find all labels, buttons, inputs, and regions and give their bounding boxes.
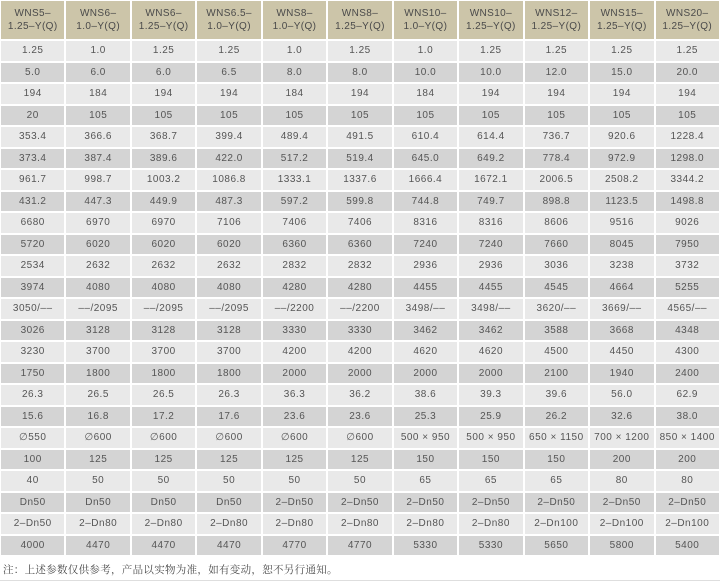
- table-cell: 4455: [394, 278, 457, 298]
- table-cell: 2–Dn80: [263, 514, 326, 534]
- column-header: [1, 1, 64, 39]
- table-cell: 519.4: [328, 149, 391, 169]
- table-cell: 3700: [132, 342, 195, 362]
- table-cell: 36.3: [263, 385, 326, 405]
- table-cell: 366.6: [66, 127, 129, 147]
- column-header-model: WNS6–: [79, 8, 117, 19]
- table-cell: 5720: [1, 235, 64, 255]
- column-header-model: WNS10–: [469, 8, 513, 19]
- table-cell: 194: [459, 84, 522, 104]
- table-cell: 184: [394, 84, 457, 104]
- table-cell: 20: [1, 106, 64, 126]
- table-cell: 3700: [66, 342, 129, 362]
- table-cell: 1228.4: [656, 127, 719, 147]
- table-cell: 3588: [525, 321, 588, 341]
- table-cell: 6360: [328, 235, 391, 255]
- table-cell: 1298.0: [656, 149, 719, 169]
- column-header-model: WNS8–: [276, 8, 313, 19]
- column-header-model: WNS5–: [14, 8, 51, 19]
- table-cell: 9516: [590, 213, 653, 233]
- table-cell: 5330: [394, 536, 457, 556]
- column-header: [525, 1, 588, 39]
- table-cell: 3462: [394, 321, 457, 341]
- table-cell: 491.5: [328, 127, 391, 147]
- table-cell: 920.6: [590, 127, 653, 147]
- table-cell: 2000: [263, 364, 326, 384]
- footnote: 注：上述参数仅供参考，产品以实物为准，如有变动，恕不另行通知。: [3, 564, 338, 576]
- table-cell: 744.8: [394, 192, 457, 212]
- table-cell: 6.5: [197, 63, 260, 83]
- table-cell: 3230: [1, 342, 64, 362]
- table-cell: 645.0: [394, 149, 457, 169]
- column-header-spec: 1.25–Y(Q): [466, 21, 516, 32]
- table-cell: 15.6: [1, 407, 64, 427]
- table-cell: 3344.2: [656, 170, 719, 190]
- table-cell: 1.25: [590, 41, 653, 61]
- table-cell: 105: [66, 106, 129, 126]
- table-cell: 447.3: [66, 192, 129, 212]
- column-header-model: WNS20–: [666, 8, 709, 19]
- table-cell: 194: [656, 84, 719, 104]
- table-cell: 1672.1: [459, 170, 522, 190]
- table-cell: 7660: [525, 235, 588, 255]
- table-cell: 2–Dn80: [394, 514, 457, 534]
- table-cell: 1123.5: [590, 192, 653, 212]
- column-header: [459, 1, 522, 39]
- table-cell: 2–Dn50: [394, 493, 457, 513]
- table-cell: 5400: [656, 536, 719, 556]
- column-header-spec: 1.0–Y(Q): [76, 21, 121, 32]
- table-cell: ––/2095: [132, 299, 195, 319]
- table-cell: 7950: [656, 235, 719, 255]
- column-header: [328, 1, 391, 39]
- table-cell: 105: [394, 106, 457, 126]
- table-cell: 3330: [263, 321, 326, 341]
- table-cell: 1800: [66, 364, 129, 384]
- column-header-model: WNS6.5–: [206, 8, 252, 19]
- table-cell: 961.7: [1, 170, 64, 190]
- table-cell: 597.2: [263, 192, 326, 212]
- table-cell: 1.25: [1, 41, 64, 61]
- table-cell: 373.4: [1, 149, 64, 169]
- table-cell: 4450: [590, 342, 653, 362]
- table-cell: 2–Dn50: [590, 493, 653, 513]
- table-cell: 649.2: [459, 149, 522, 169]
- table-cell: 200: [656, 450, 719, 470]
- table-cell: 2–Dn80: [66, 514, 129, 534]
- table-cell: 10.0: [459, 63, 522, 83]
- table-cell: 4348: [656, 321, 719, 341]
- table-cell: 26.5: [132, 385, 195, 405]
- table-cell: Dn50: [197, 493, 260, 513]
- table-cell: 4080: [66, 278, 129, 298]
- table-cell: 4300: [656, 342, 719, 362]
- table-cell: 4565/––: [656, 299, 719, 319]
- table-cell: Dn50: [66, 493, 129, 513]
- table-cell: 3700: [197, 342, 260, 362]
- table-cell: 50: [328, 471, 391, 491]
- table-cell: 65: [459, 471, 522, 491]
- table-cell: 194: [525, 84, 588, 104]
- table-cell: 4280: [263, 278, 326, 298]
- table-cell: 105: [263, 106, 326, 126]
- table-cell: 1086.8: [197, 170, 260, 190]
- table-cell: 7106: [197, 213, 260, 233]
- table-cell: 2000: [328, 364, 391, 384]
- table-cell: 1.25: [197, 41, 260, 61]
- table-cell: 8316: [459, 213, 522, 233]
- table-cell: 17.2: [132, 407, 195, 427]
- table-cell: 40: [1, 471, 64, 491]
- table-cell: 2832: [263, 256, 326, 276]
- table-cell: 998.7: [66, 170, 129, 190]
- column-header-model: WNS12–: [535, 8, 578, 19]
- table-cell: 2100: [525, 364, 588, 384]
- table-cell: 38.0: [656, 407, 719, 427]
- table-cell: 4200: [328, 342, 391, 362]
- table-cell: 39.6: [525, 385, 588, 405]
- table-cell: 105: [328, 106, 391, 126]
- table-cell: 3669/––: [590, 299, 653, 319]
- table-cell: 3732: [656, 256, 719, 276]
- table-cell: 599.8: [328, 192, 391, 212]
- table-cell: 2632: [66, 256, 129, 276]
- table-cell: 487.3: [197, 192, 260, 212]
- table-cell: 1750: [1, 364, 64, 384]
- table-cell: 3498/––: [394, 299, 457, 319]
- table-cell: 3974: [1, 278, 64, 298]
- table-cell: 650 × 1150: [525, 428, 588, 448]
- table-cell: 4664: [590, 278, 653, 298]
- column-header: [132, 1, 195, 39]
- table-cell: 1940: [590, 364, 653, 384]
- table-cell: 4455: [459, 278, 522, 298]
- column-header-spec: 1.25–Y(Q): [7, 21, 58, 32]
- table-cell: 2–Dn100: [656, 514, 719, 534]
- table-cell: 4200: [263, 342, 326, 362]
- column-header-spec: 1.25–Y(Q): [138, 21, 189, 32]
- table-cell: 3498/––: [459, 299, 522, 319]
- table-cell: 898.8: [525, 192, 588, 212]
- table-cell: 8045: [590, 235, 653, 255]
- table-cell: 7406: [328, 213, 391, 233]
- column-header-spec: 1.25–Y(Q): [662, 21, 713, 32]
- table-cell: 778.4: [525, 149, 588, 169]
- table-cell: 105: [132, 106, 195, 126]
- table-cell: 50: [66, 471, 129, 491]
- table-cell: 2–Dn50: [525, 493, 588, 513]
- table-cell: 3620/––: [525, 299, 588, 319]
- table-cell: ∅600: [66, 428, 129, 448]
- table-cell: 105: [459, 106, 522, 126]
- table-cell: 184: [263, 84, 326, 104]
- column-header: [66, 1, 129, 39]
- table-cell: 4080: [197, 278, 260, 298]
- table-cell: 6.0: [132, 63, 195, 83]
- table-cell: 3668: [590, 321, 653, 341]
- table-cell: 194: [590, 84, 653, 104]
- table-cell: 1.0: [263, 41, 326, 61]
- table-cell: 2–Dn50: [263, 493, 326, 513]
- table-cell: 12.0: [525, 63, 588, 83]
- table-cell: 1.25: [328, 41, 391, 61]
- table-cell: 200: [590, 450, 653, 470]
- table-cell: 4770: [328, 536, 391, 556]
- table-cell: 8606: [525, 213, 588, 233]
- table-cell: 353.4: [1, 127, 64, 147]
- table-cell: 2534: [1, 256, 64, 276]
- table-cell: 4620: [394, 342, 457, 362]
- table-cell: 368.7: [132, 127, 195, 147]
- table-cell: 100: [1, 450, 64, 470]
- column-header-model: WNS15–: [600, 8, 644, 19]
- table-cell: 26.3: [1, 385, 64, 405]
- table-cell: 500 × 950: [459, 428, 522, 448]
- table-cell: 194: [1, 84, 64, 104]
- table-cell: 1498.8: [656, 192, 719, 212]
- table-cell: 2–Dn80: [197, 514, 260, 534]
- table-cell: 2632: [132, 256, 195, 276]
- table-cell: 105: [656, 106, 719, 126]
- column-header-spec: 1.0–Y(Q): [272, 21, 317, 32]
- column-header: [394, 1, 457, 39]
- table-cell: 80: [590, 471, 653, 491]
- table-cell: 8.0: [328, 63, 391, 83]
- table-cell: 5650: [525, 536, 588, 556]
- table-cell: 2–Dn100: [590, 514, 653, 534]
- table-cell: 1.0: [66, 41, 129, 61]
- table-cell: 1.25: [525, 41, 588, 61]
- column-header-spec: 1.25–Y(Q): [596, 21, 647, 32]
- table-cell: 700 × 1200: [590, 428, 653, 448]
- table-cell: ∅600: [132, 428, 195, 448]
- table-cell: 7406: [263, 213, 326, 233]
- table-cell: 194: [328, 84, 391, 104]
- table-cell: 6680: [1, 213, 64, 233]
- column-header: [656, 1, 719, 39]
- table-cell: 125: [66, 450, 129, 470]
- table-cell: 6020: [66, 235, 129, 255]
- table-cell: 500 × 950: [394, 428, 457, 448]
- table-cell: 449.9: [132, 192, 195, 212]
- table-cell: 2–Dn50: [656, 493, 719, 513]
- table-cell: 80: [656, 471, 719, 491]
- table-cell: 517.2: [263, 149, 326, 169]
- table-cell: 23.6: [263, 407, 326, 427]
- table-cell: 3050/––: [1, 299, 64, 319]
- table-cell: 972.9: [590, 149, 653, 169]
- table-cell: 125: [263, 450, 326, 470]
- table-cell: 2–Dn50: [459, 493, 522, 513]
- table-cell: 3128: [132, 321, 195, 341]
- table-cell: 194: [132, 84, 195, 104]
- table-cell: 9026: [656, 213, 719, 233]
- table-cell: 2–Dn80: [328, 514, 391, 534]
- table-cell: 32.6: [590, 407, 653, 427]
- table-cell: 6970: [66, 213, 129, 233]
- table-cell: 1.0: [394, 41, 457, 61]
- table-cell: 184: [66, 84, 129, 104]
- table-cell: 50: [132, 471, 195, 491]
- table-cell: ∅600: [197, 428, 260, 448]
- table-cell: 105: [590, 106, 653, 126]
- table-cell: 2–Dn80: [459, 514, 522, 534]
- table-cell: 105: [525, 106, 588, 126]
- table-cell: 3330: [328, 321, 391, 341]
- table-cell: 610.4: [394, 127, 457, 147]
- table-cell: 125: [132, 450, 195, 470]
- table-cell: 56.0: [590, 385, 653, 405]
- table-cell: 5255: [656, 278, 719, 298]
- table-cell: 26.5: [66, 385, 129, 405]
- table-cell: 150: [394, 450, 457, 470]
- table-cell: 150: [459, 450, 522, 470]
- table-cell: 850 × 1400: [656, 428, 719, 448]
- table-cell: 431.2: [1, 192, 64, 212]
- table-cell: 26.3: [197, 385, 260, 405]
- table-cell: 5800: [590, 536, 653, 556]
- table-cell: 1800: [132, 364, 195, 384]
- table-cell: 15.0: [590, 63, 653, 83]
- table-cell: 2400: [656, 364, 719, 384]
- table-cell: 4545: [525, 278, 588, 298]
- column-header-model: WNS6–: [145, 8, 182, 19]
- table-cell: 20.0: [656, 63, 719, 83]
- table-cell: 389.6: [132, 149, 195, 169]
- table-cell: 6020: [132, 235, 195, 255]
- table-cell: ––/2095: [197, 299, 260, 319]
- table-cell: ––/2200: [328, 299, 391, 319]
- table-cell: 26.2: [525, 407, 588, 427]
- table-cell: 16.8: [66, 407, 129, 427]
- table-cell: 2–Dn50: [1, 514, 64, 534]
- table-cell: 2936: [459, 256, 522, 276]
- table-cell: 4080: [132, 278, 195, 298]
- table-cell: 4470: [66, 536, 129, 556]
- table-cell: 1800: [197, 364, 260, 384]
- table-cell: 614.4: [459, 127, 522, 147]
- table-cell: 25.9: [459, 407, 522, 427]
- table-cell: 7240: [394, 235, 457, 255]
- table-cell: 39.3: [459, 385, 522, 405]
- table-cell: 10.0: [394, 63, 457, 83]
- table-cell: 4470: [197, 536, 260, 556]
- table-cell: 17.6: [197, 407, 260, 427]
- table-cell: 3128: [66, 321, 129, 341]
- column-header-spec: 1.0–Y(Q): [207, 21, 251, 32]
- column-header-model: WNS8–: [341, 8, 379, 19]
- table-cell: 3026: [1, 321, 64, 341]
- table-cell: ––/2200: [263, 299, 326, 319]
- table-cell: 150: [525, 450, 588, 470]
- column-header-spec: 1.25–Y(Q): [531, 21, 582, 32]
- table-cell: 2632: [197, 256, 260, 276]
- table-cell: 38.6: [394, 385, 457, 405]
- table-cell: ––/2095: [66, 299, 129, 319]
- table-cell: ∅550: [1, 428, 64, 448]
- table-cell: 1.25: [459, 41, 522, 61]
- table-cell: 4770: [263, 536, 326, 556]
- table-cell: ∅600: [263, 428, 326, 448]
- table-cell: 8316: [394, 213, 457, 233]
- column-header: [197, 1, 260, 39]
- table-cell: 1.25: [656, 41, 719, 61]
- table-cell: 194: [197, 84, 260, 104]
- table-cell: 4470: [132, 536, 195, 556]
- table-cell: 8.0: [263, 63, 326, 83]
- table-cell: 2508.2: [590, 170, 653, 190]
- table-cell: 105: [197, 106, 260, 126]
- table-cell: 6020: [197, 235, 260, 255]
- table-cell: 2–Dn50: [328, 493, 391, 513]
- table-cell: 25.3: [394, 407, 457, 427]
- table-cell: 387.4: [66, 149, 129, 169]
- table-cell: 736.7: [525, 127, 588, 147]
- table-cell: 6360: [263, 235, 326, 255]
- table-cell: 4620: [459, 342, 522, 362]
- table-cell: 4000: [1, 536, 64, 556]
- table-cell: 6970: [132, 213, 195, 233]
- table-cell: 489.4: [263, 127, 326, 147]
- table-cell: 5.0: [1, 63, 64, 83]
- table-cell: 3238: [590, 256, 653, 276]
- table-cell: 422.0: [197, 149, 260, 169]
- table-cell: 5330: [459, 536, 522, 556]
- table-cell: 1333.1: [263, 170, 326, 190]
- table-cell: 7240: [459, 235, 522, 255]
- table-cell: 399.4: [197, 127, 260, 147]
- table-cell: 62.9: [656, 385, 719, 405]
- table-cell: 1003.2: [132, 170, 195, 190]
- table-cell: 50: [197, 471, 260, 491]
- table-cell: 2–Dn80: [132, 514, 195, 534]
- column-header-model: WNS10–: [404, 8, 447, 19]
- column-header-spec: 1.0–Y(Q): [403, 21, 448, 32]
- table-cell: Dn50: [132, 493, 195, 513]
- table-cell: 50: [263, 471, 326, 491]
- table-cell: 6.0: [66, 63, 129, 83]
- table-cell: 1337.6: [328, 170, 391, 190]
- table-cell: 2832: [328, 256, 391, 276]
- table-cell: 23.6: [328, 407, 391, 427]
- table-cell: 2006.5: [525, 170, 588, 190]
- column-header-spec: 1.25–Y(Q): [335, 21, 385, 32]
- table-cell: 1.25: [132, 41, 195, 61]
- table-cell: 2000: [394, 364, 457, 384]
- table-cell: 3462: [459, 321, 522, 341]
- table-cell: 749.7: [459, 192, 522, 212]
- table-cell: ∅600: [328, 428, 391, 448]
- table-cell: 125: [328, 450, 391, 470]
- column-header: [590, 1, 653, 39]
- table-cell: 3128: [197, 321, 260, 341]
- table-cell: 4280: [328, 278, 391, 298]
- table-cell: 36.2: [328, 385, 391, 405]
- table-cell: 65: [525, 471, 588, 491]
- table-cell: 4500: [525, 342, 588, 362]
- table-cell: 3036: [525, 256, 588, 276]
- table-cell: Dn50: [1, 493, 64, 513]
- column-header: [263, 1, 326, 39]
- table-cell: 2000: [459, 364, 522, 384]
- table-cell: 1666.4: [394, 170, 457, 190]
- table-cell: 65: [394, 471, 457, 491]
- table-cell: 2936: [394, 256, 457, 276]
- table-cell: 2–Dn100: [525, 514, 588, 534]
- table-cell: 125: [197, 450, 260, 470]
